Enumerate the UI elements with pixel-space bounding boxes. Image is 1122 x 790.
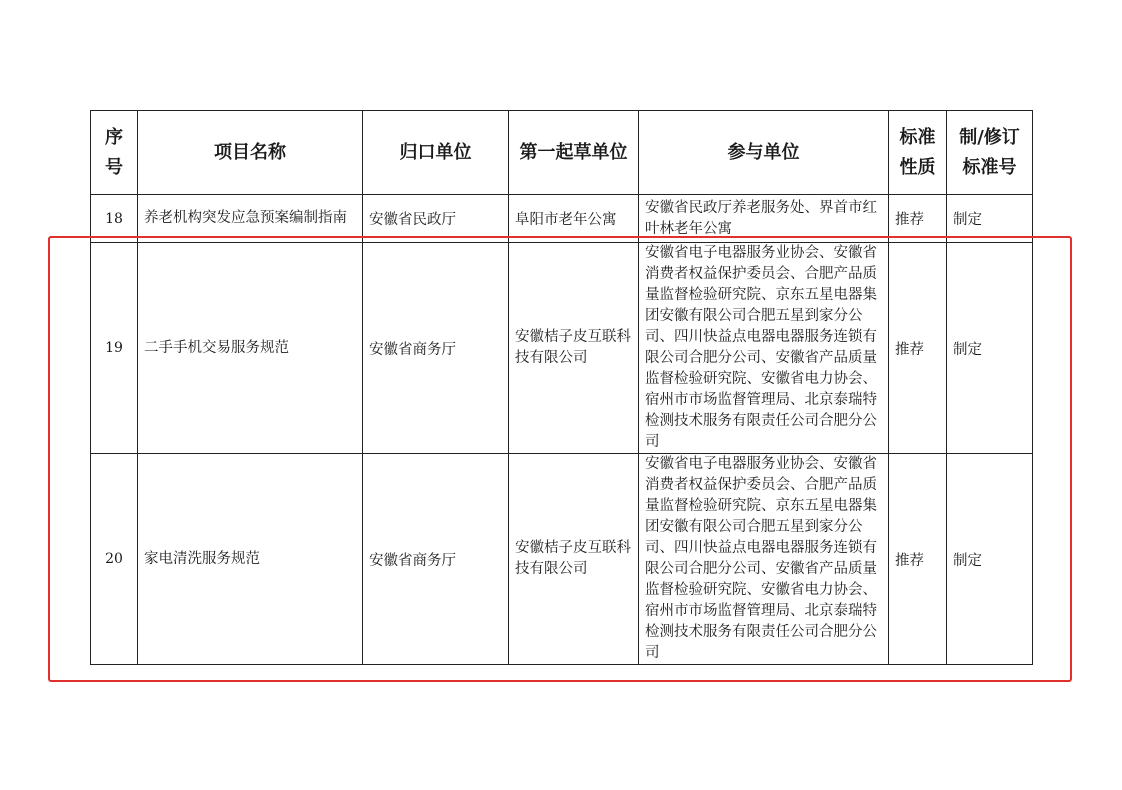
header-type-line1: 制/修订 xyxy=(959,126,1020,148)
cell-nature: 推荐 xyxy=(889,195,947,243)
table-row xyxy=(91,195,1033,243)
table-row xyxy=(91,454,1033,665)
cell-participants: 安徽省民政厅养老服务处、界首市红叶林老年公寓 xyxy=(639,195,889,243)
header-type-line2: 标准号 xyxy=(962,156,1017,178)
cell-seq: 20 xyxy=(91,454,138,665)
cell-first-drafter: 安徽桔子皮互联科技有限公司 xyxy=(509,454,639,665)
cell-type: 制定 xyxy=(947,195,1033,243)
cell-type: 制定 xyxy=(947,243,1033,454)
cell-project-name: 二手手机交易服务规范 xyxy=(138,243,363,454)
header-nature-line1: 标准 xyxy=(899,126,936,148)
header-type xyxy=(947,111,1033,195)
cell-seq: 18 xyxy=(91,195,138,243)
cell-seq: 19 xyxy=(91,243,138,454)
cell-project-name: 养老机构突发应急预案编制指南 xyxy=(138,195,363,243)
header-seq: 序号 xyxy=(91,111,138,195)
header-first-drafter: 第一起草单位 xyxy=(509,111,639,195)
cell-authority: 安徽省商务厅 xyxy=(363,454,509,665)
header-authority: 归口单位 xyxy=(363,111,509,195)
standards-table xyxy=(90,110,1033,665)
header-participants: 参与单位 xyxy=(639,111,889,195)
header-nature-line2: 性质 xyxy=(899,156,936,178)
cell-authority: 安徽省商务厅 xyxy=(363,243,509,454)
cell-nature: 推荐 xyxy=(889,243,947,454)
cell-type: 制定 xyxy=(947,454,1033,665)
cell-authority: 安徽省民政厅 xyxy=(363,195,509,243)
cell-nature: 推荐 xyxy=(889,454,947,665)
header-project-name: 项目名称 xyxy=(138,111,363,195)
cell-participants: 安徽省电子电器服务业协会、安徽省消费者权益保护委员会、合肥产品质量监督检验研究院、京东五星电器集团安徽有限公司合肥五星到家分公司、四川快益点电器电器服务连锁有限公司合肥分公司、安徽省产品质量监督检验研究院、安徽省电力协会、宿州市市场监督管理局、北京泰瑞特检测技术服务有限责任公司合肥分公司 xyxy=(639,454,889,665)
cell-first-drafter: 安徽桔子皮互联科技有限公司 xyxy=(509,243,639,454)
cell-project-name: 家电清洗服务规范 xyxy=(138,454,363,665)
table-row xyxy=(91,243,1033,454)
cell-first-drafter: 阜阳市老年公寓 xyxy=(509,195,639,243)
table-header-row xyxy=(91,111,1033,195)
cell-participants: 安徽省电子电器服务业协会、安徽省消费者权益保护委员会、合肥产品质量监督检验研究院、京东五星电器集团安徽有限公司合肥五星到家分公司、四川快益点电器电器服务连锁有限公司合肥分公司、安徽省产品质量监督检验研究院、安徽省电力协会、宿州市市场监督管理局、北京泰瑞特检测技术服务有限责任公司合肥分公司 xyxy=(639,243,889,454)
header-nature xyxy=(889,111,947,195)
